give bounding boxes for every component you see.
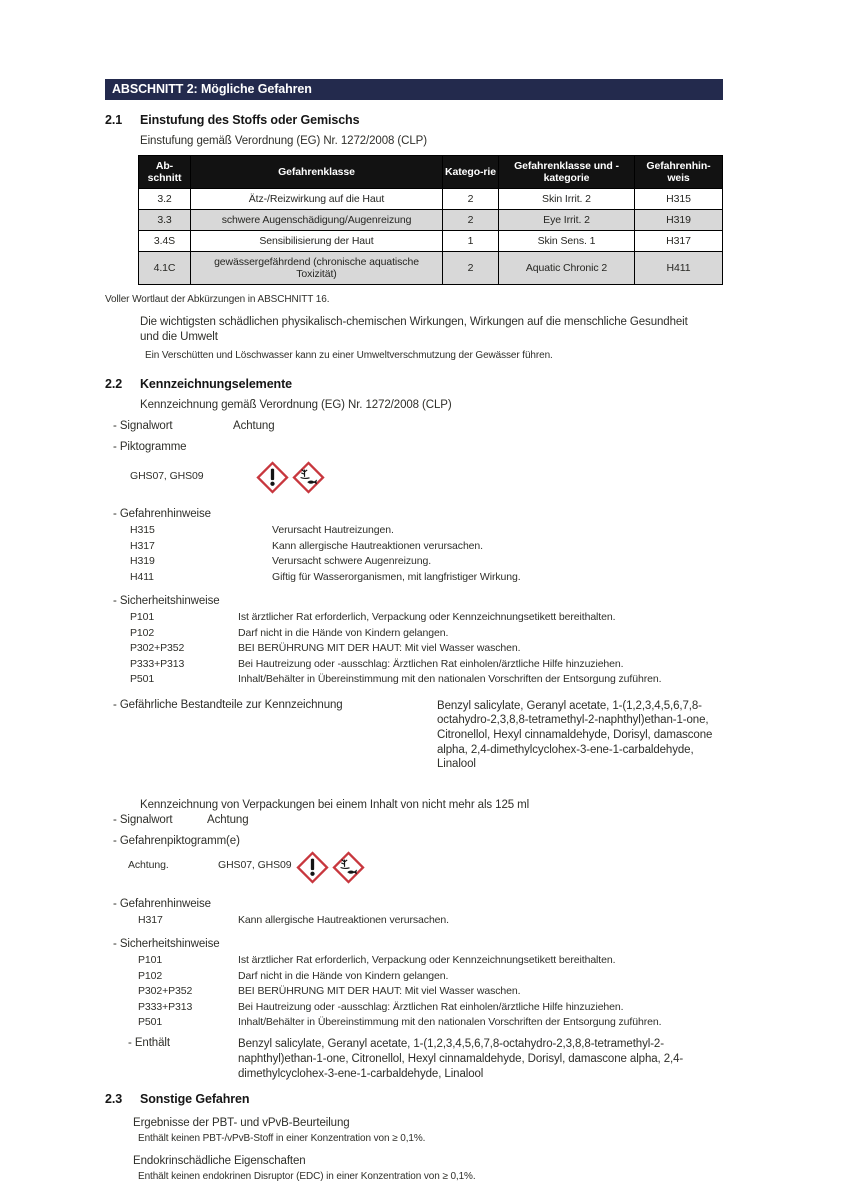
p-text: Ist ärztlicher Rat erforderlich, Verpackung oder Kennzeichnungsetikett bereithalten.: [238, 954, 616, 967]
hazard-statements-list-2: [138, 913, 723, 929]
hazard-statement: [138, 913, 723, 929]
signal-word-value: Achtung: [233, 420, 275, 433]
col-header-gefahrenklasse: Gefahrenklasse: [191, 156, 443, 189]
p-text: Bei Hautreizung oder -ausschlag: Ärztlichen Rat einholen/ärztliche Hilfe hinzuziehen.: [238, 657, 624, 670]
hazard-code: H315: [130, 524, 155, 537]
hazard-statements-label-row: [113, 508, 723, 520]
ghs09-environment-icon: [332, 851, 365, 884]
col-header-kategorie: Katego-rie: [443, 156, 499, 189]
precautionary-list-2: [138, 953, 723, 1031]
document-content: [105, 79, 723, 1182]
col-header-gefahrenhinweis: Gefahrenhin-weis: [635, 156, 723, 189]
precautionary-statement: [138, 984, 723, 1000]
p-text: BEI BERÜHRUNG MIT DER HAUT: Mit viel Wasser waschen.: [238, 642, 521, 655]
p-text: BEI BERÜHRUNG MIT DER HAUT: Mit viel Wasser waschen.: [238, 985, 521, 998]
precautionary-statement: [130, 641, 723, 657]
table-row: [139, 252, 723, 285]
precautionary-statement: [138, 969, 723, 985]
precautionary-label: - Sicherheitshinweise: [113, 595, 220, 608]
subsection-title: Einstufung des Stoffs oder Gemischs: [140, 113, 360, 127]
precautionary-statement: [138, 1015, 723, 1031]
pictograms-label: - Piktogramme: [113, 441, 187, 454]
cell-klasse-kategorie: Aquatic Chronic 2: [499, 252, 635, 285]
cell-abschnitt: 4.1C: [139, 252, 191, 285]
pictogram-note: Achtung.: [128, 858, 169, 871]
p-code: P302+P352: [130, 642, 185, 655]
precautionary-label-row: [113, 595, 723, 607]
hazard-code: H319: [130, 555, 155, 568]
cell-hinweis: H315: [635, 189, 723, 210]
pictogram-icons: [256, 461, 325, 494]
cell-abschnitt: 3.3: [139, 210, 191, 231]
p-code: P101: [138, 954, 163, 967]
cell-hinweis: H319: [635, 210, 723, 231]
cell-kategorie: 2: [443, 189, 499, 210]
hazard-code: H411: [130, 570, 154, 583]
p-text: Ist ärztlicher Rat erforderlich, Verpackung oder Kennzeichnungsetikett bereithalten.: [238, 611, 616, 624]
p-code: P101: [130, 611, 155, 624]
p-text: Darf nicht in die Hände von Kindern gelangen.: [238, 626, 449, 639]
hazard-text: Verursacht Hautreizungen.: [272, 524, 394, 537]
signal-word-label: - Signalwort: [113, 420, 173, 433]
contains-row: [128, 1037, 723, 1082]
pictogram-label: - Gefahrenpiktogramm(e): [113, 834, 240, 847]
hazard-statement: [130, 523, 723, 539]
contains-value: Benzyl salicylate, Geranyl acetate, 1-(1,2,3,4,5,6,7,8-octahydro-2,3,8,8-tetramethyl-2-naphthyl)ethan-1-one, Citronellol, Hexyl cinnamaldehyde, Dorisyl, damascone alpha, 2,4-dimethylcyclohex-3-ene-1-carbaldehyde, Linalool: [238, 1037, 684, 1080]
p-code: P102: [138, 969, 163, 982]
p-code: P333+P313: [138, 1000, 193, 1013]
p-code: P501: [130, 673, 155, 686]
cell-kategorie: 2: [443, 252, 499, 285]
effects-note: Ein Verschütten und Löschwasser kann zu einer Umweltverschmutzung der Gewässer führen.: [145, 350, 553, 362]
hazard-text: Kann allergische Hautreaktionen verursachen.: [238, 913, 449, 926]
cell-klasse-kategorie: Skin Sens. 1: [499, 231, 635, 252]
hazard-text: Giftig für Wasserorganismen, mit langfristiger Wirkung.: [272, 570, 521, 583]
hazard-code: H317: [130, 539, 155, 552]
subsection-number: 2.2: [105, 377, 123, 392]
precautionary-list: [130, 610, 723, 688]
pictogram-label-row-2: [113, 835, 723, 847]
hazard-statement: [130, 570, 723, 586]
table-row: [139, 189, 723, 210]
ghs07-exclamation-icon: [296, 851, 329, 884]
p-code: P302+P352: [138, 985, 193, 998]
effects-title: Die wichtigsten schädlichen physikalisch-chemischen Wirkungen, Wirkungen auf die menschliche Gesundheit und die Umwelt: [140, 316, 688, 344]
hazard-text: Verursacht schwere Augenreizung.: [272, 555, 432, 568]
signal-word-row: [113, 420, 723, 432]
cell-gefahrenklasse: schwere Augenschädigung/Augenreizung: [191, 210, 443, 231]
pictograms-row: [130, 461, 723, 494]
col-header-klasse-kategorie: Gefahrenklasse und -kategorie: [499, 156, 635, 189]
precautionary-statement: [130, 672, 723, 688]
table-header-row: [139, 156, 723, 189]
cell-hinweis: H411: [635, 252, 723, 285]
pbt-title: Ergebnisse der PBT- und vPvB-Beurteilung: [133, 1116, 350, 1129]
precautionary-label: - Sicherheitshinweise: [113, 938, 220, 951]
table-row: [139, 231, 723, 252]
hazard-text: Kann allergische Hautreaktionen verursachen.: [272, 539, 483, 552]
subsection-title: Kennzeichnungselemente: [140, 377, 292, 392]
pictograms-row-2: [128, 851, 723, 884]
hazard-statements-label-row-2: [113, 898, 723, 910]
ghs09-environment-icon: [292, 461, 325, 494]
cell-gefahrenklasse: Sensibilisierung der Haut: [191, 231, 443, 252]
cell-kategorie: 1: [443, 231, 499, 252]
dangerous-ingredients-value: Benzyl salicylate, Geranyl acetate, 1-(1,2,3,4,5,6,7,8-octahydro-2,3,8,8-tetramethyl-2-naphthyl)ethan-1-one, Citronellol, Hexyl cinnamaldehyde, Dorisyl, damascone alpha, 2,4-dimethylcyclohex-3-ene-1-carbaldehyde, Linalool: [437, 699, 713, 771]
subsection-heading-2-2: [105, 377, 723, 391]
subsection-heading-2-1: [105, 113, 723, 127]
pictogram-icons: [296, 851, 365, 884]
dangerous-ingredients-row: [113, 699, 723, 772]
subsection-number: 2.1: [105, 113, 123, 127]
dangerous-ingredients-label: - Gefährliche Bestandteile zur Kennzeichnung: [113, 698, 343, 711]
hazard-statements-label: - Gefahrenhinweise: [113, 897, 211, 910]
pbt-note: Enthält keinen PBT-/vPvB-Stoff in einer Konzentration von ≥ 0,1%.: [138, 1132, 426, 1144]
col-header-abschnitt: Ab-schnitt: [139, 156, 191, 189]
signal-word-value: Achtung: [207, 813, 249, 826]
subsection-title: Sonstige Gefahren: [140, 1091, 250, 1106]
precautionary-statement: [130, 610, 723, 626]
edc-note: Enthält keinen endokrinen Disruptor (EDC) in einer Konzentration von ≥ 0,1%.: [138, 1170, 476, 1182]
pictogram-codes: GHS07, GHS09: [218, 858, 292, 871]
hazard-statements-list: [130, 523, 723, 585]
cell-klasse-kategorie: Skin Irrit. 2: [499, 189, 635, 210]
cell-abschnitt: 3.4S: [139, 231, 191, 252]
signal-word-row-2: [113, 814, 723, 826]
cell-klasse-kategorie: Eye Irrit. 2: [499, 210, 635, 231]
classification-table: [138, 155, 723, 285]
pictograms-label-row: [113, 441, 723, 453]
section-header: ABSCHNITT 2: Mögliche Gefahren: [105, 79, 723, 100]
classification-intro: Einstufung gemäß Verordnung (EG) Nr. 1272/2008 (CLP): [140, 135, 427, 147]
precautionary-statement: [130, 657, 723, 673]
subsection-number: 2.3: [105, 1091, 123, 1106]
p-text: Darf nicht in die Hände von Kindern gelangen.: [238, 969, 449, 982]
precautionary-statement: [138, 1000, 723, 1016]
cell-gefahrenklasse: gewässergefährdend (chronische aquatische Toxizität): [191, 252, 443, 285]
cell-gefahrenklasse: Ätz-/Reizwirkung auf die Haut: [191, 189, 443, 210]
labelling-intro: Kennzeichnung gemäß Verordnung (EG) Nr. 1272/2008 (CLP): [140, 399, 452, 412]
edc-title: Endokrinschädliche Eigenschaften: [133, 1154, 306, 1167]
cell-kategorie: 2: [443, 210, 499, 231]
hazard-statements-label: - Gefahrenhinweise: [113, 508, 211, 521]
table-row: [139, 210, 723, 231]
signal-word-label: - Signalwort: [113, 813, 173, 826]
subsection-heading-2-3: [105, 1092, 723, 1106]
p-text: Bei Hautreizung oder -ausschlag: Ärztlichen Rat einholen/ärztliche Hilfe hinzuziehen.: [238, 1000, 624, 1013]
p-text: Inhalt/Behälter in Übereinstimmung mit den nationalen Vorschriften der Entsorgung zuführen.: [238, 1016, 662, 1029]
precautionary-label-row-2: [113, 938, 723, 950]
precautionary-statement: [138, 953, 723, 969]
p-text: Inhalt/Behälter in Übereinstimmung mit den nationalen Vorschriften der Entsorgung zuführen.: [238, 673, 662, 686]
hazard-code: H317: [138, 913, 163, 926]
pictogram-codes: GHS07, GHS09: [130, 470, 204, 483]
small-package-title: Kennzeichnung von Verpackungen bei einem Inhalt von nicht mehr als 125 ml: [140, 798, 530, 811]
p-code: P333+P313: [130, 657, 185, 670]
cell-abschnitt: 3.2: [139, 189, 191, 210]
contains-label: - Enthält: [128, 1036, 170, 1049]
p-code: P501: [138, 1016, 163, 1029]
cell-hinweis: H317: [635, 231, 723, 252]
table-footnote: Voller Wortlaut der Abkürzungen in ABSCHNITT 16.: [105, 294, 330, 305]
precautionary-statement: [130, 626, 723, 642]
p-code: P102: [130, 626, 155, 639]
hazard-statement: [130, 539, 723, 555]
hazard-statement: [130, 554, 723, 570]
ghs07-exclamation-icon: [256, 461, 289, 494]
